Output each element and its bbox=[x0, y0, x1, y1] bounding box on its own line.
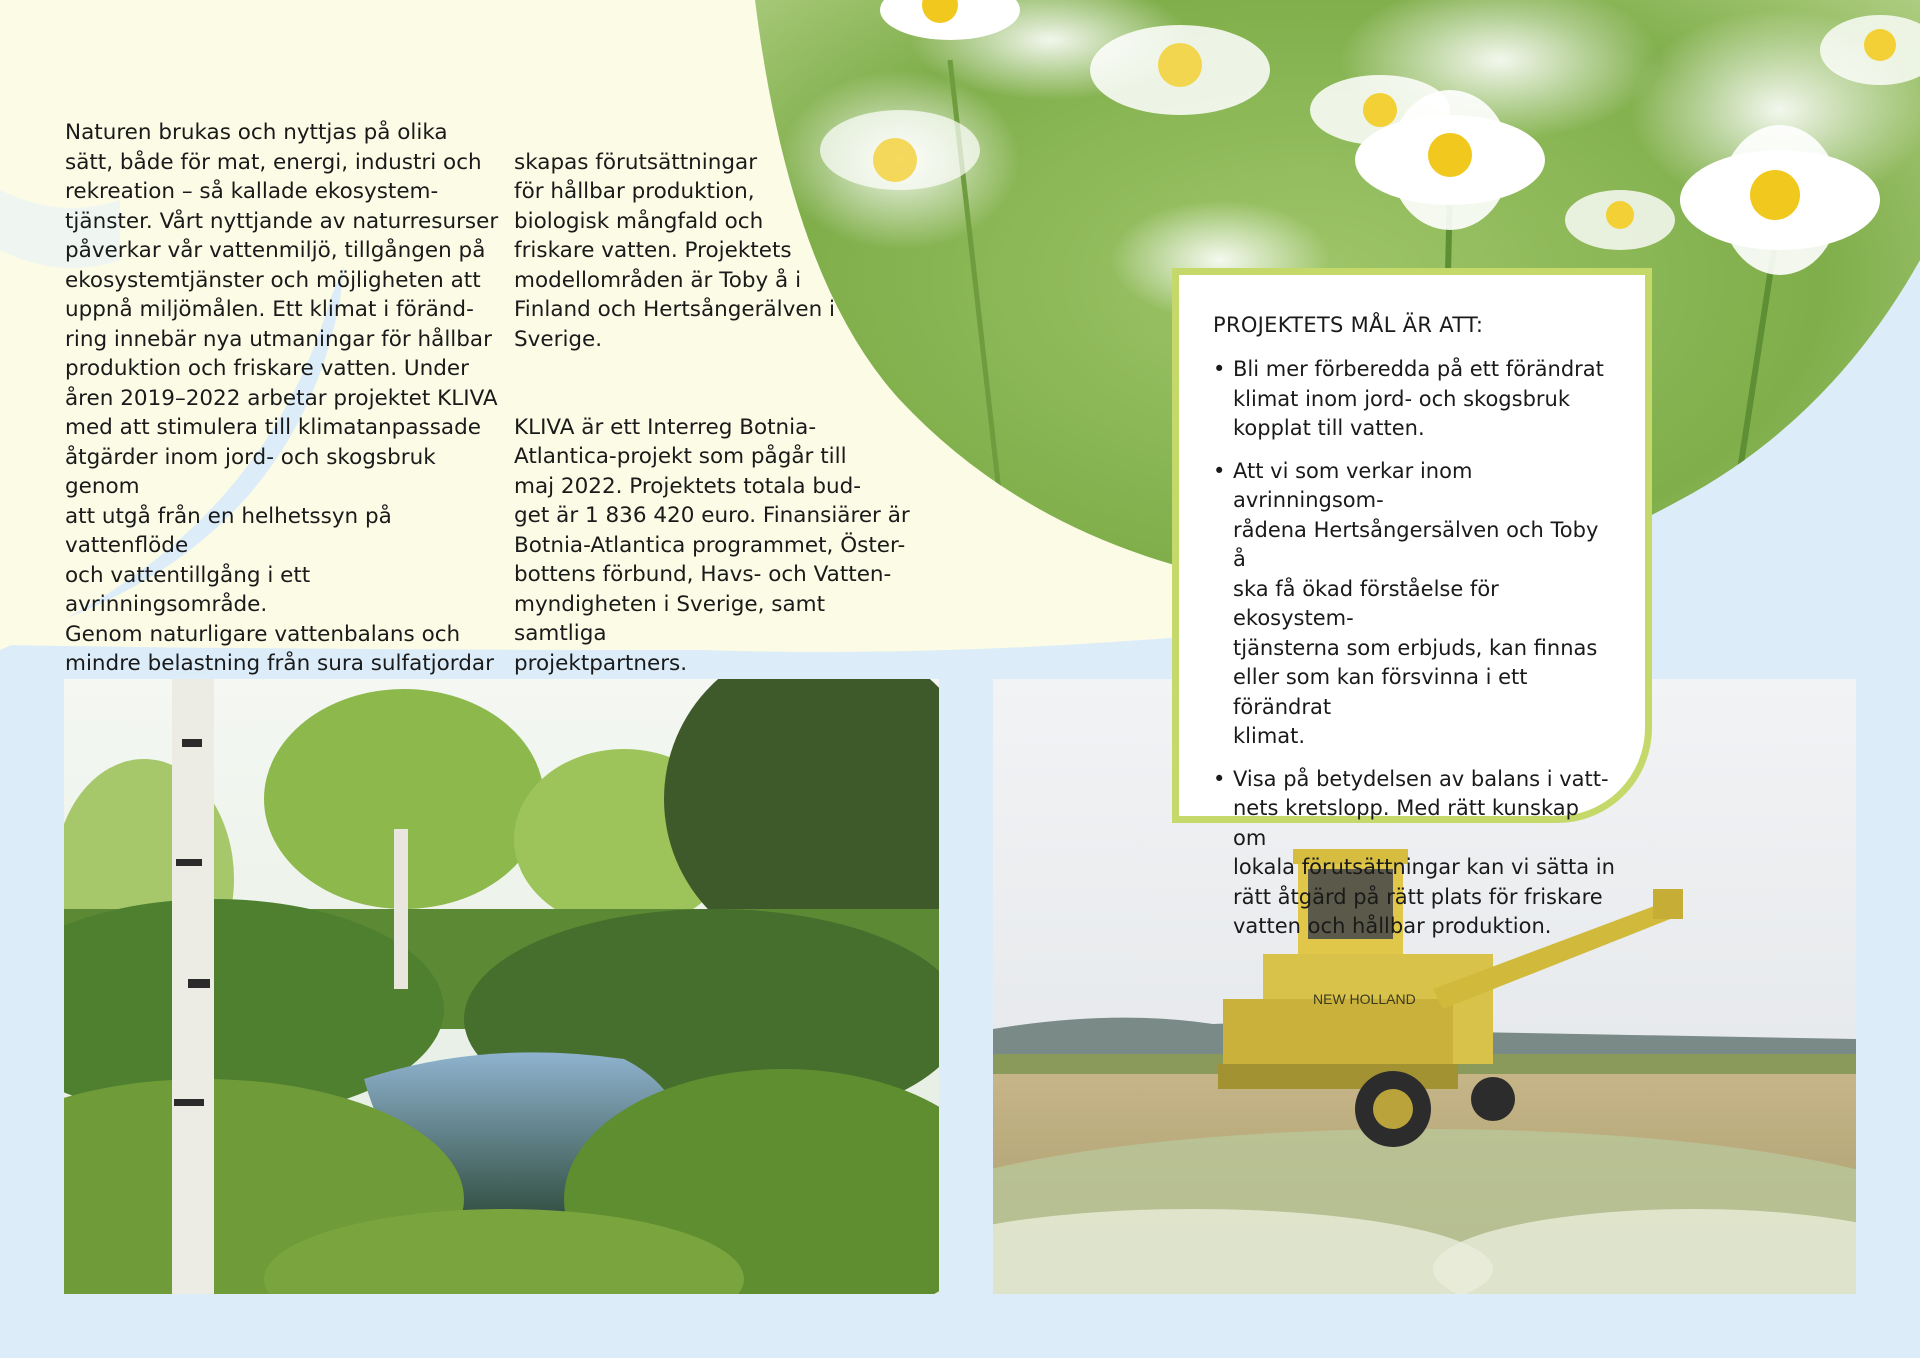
daisy-4 bbox=[1310, 75, 1450, 145]
goals-heading: PROJEKTETS MÅL ÄR ATT: bbox=[1213, 313, 1484, 337]
intro-paragraph-continued: skapas förutsättningar för hållbar produktion, biologisk mångfald och friskare vatten. Projektets modellområden är Toby å i Finland och Hertsångerälven i Sverige. bbox=[514, 149, 836, 352]
intro-column-1: Naturen brukas och nyttjas på olika sätt, både för mat, energi, industri och rekreation – så kallade ekosystem- tjänster. Vårt nyttjande av naturresurser påverkar vår vattenmiljö, tillgången på ekosystemtjänster och möjligheten att uppnå miljömålen. Ett klimat i föränd- ring innebär nya utmaningar för hållbar produktion och friskare vatten. Under åren 2019–2022 arbetar projektet KLIVA med att stimulera till klimatanpassade åtgärder inom jord- och skogsbruk genom att utgå från en helhetssyn på vattenflöde och vattentillgång i ett avrinningsområde. Genom naturligare vattenbalans och mindre belastning från sura sulfatjordar bbox=[65, 120, 499, 676]
project-goals-box bbox=[1172, 268, 1652, 938]
harvester-brand: NEW HOLLAND bbox=[1313, 991, 1416, 1007]
forest-stream-photo bbox=[64, 679, 939, 1294]
goals-list bbox=[1213, 355, 1617, 942]
intro-column-2 bbox=[514, 118, 914, 737]
goal-item: • Att vi som verkar inom avrinningsom- rådena Hertsångersälven och Toby å ska få ökad förståelse för ekosystem- tjänsterna som erbjuds, kan finnas eller som kan försvinna i ett förändrat klimat. bbox=[1213, 457, 1617, 752]
goal-item: • Visa på betydelsen av balans i vatt- nets kretslopp. Med rätt kunskap om lokala förutsättningar kan vi sätta in rätt åtgärd på rätt plats för friskare vatten och hållbar produktion. bbox=[1213, 765, 1617, 942]
goal-item: • Bli mer förberedda på ett förändrat klimat inom jord- och skogsbruk kopplat till vatten. bbox=[1213, 355, 1617, 444]
daisy-6 bbox=[1565, 190, 1675, 250]
daisy-3 bbox=[1090, 25, 1270, 115]
intro-paragraph-kliva: KLIVA är ett Interreg Botnia- Atlantica-projekt som pågår till maj 2022. Projektets totala bud- get är 1 836 420 euro. Finansiärer är Botnia-Atlantica programmet, Öster- bottens förbund, Havs- och Vatten- myndigheten i Sverige, samt samtliga projektpartners. bbox=[514, 414, 910, 676]
